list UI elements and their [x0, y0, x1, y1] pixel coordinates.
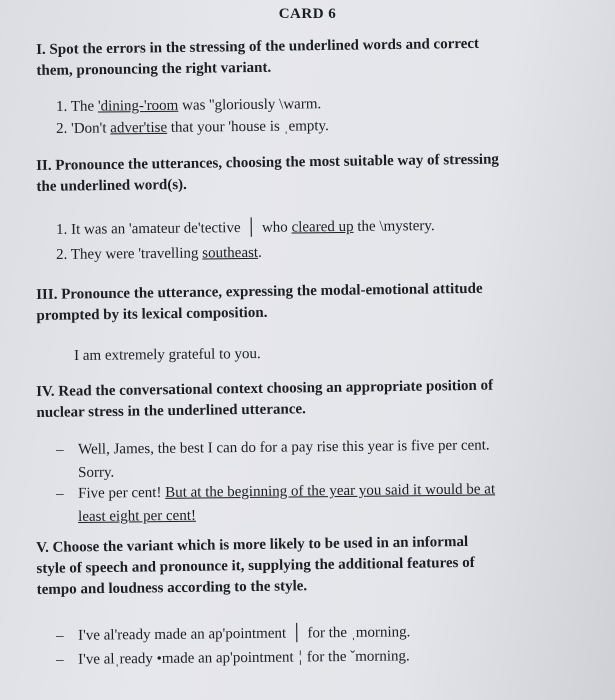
dash-marker: –	[56, 441, 64, 458]
section-4-heading-line1: IV. Read the conversational context choosing an appropriate position of	[36, 377, 494, 400]
tone-unit-boundary: │	[291, 624, 303, 642]
section-5-heading-line1: V. Choose the variant which is more likely to be used in an informal	[36, 533, 469, 556]
card-title: CARD 6	[278, 6, 337, 22]
dash-marker: –	[56, 651, 64, 668]
item-text-pre: 'Don't	[71, 120, 111, 137]
underlined-utterance-cont: least eight per cent!	[78, 507, 197, 525]
tone-unit-boundary: ¦	[298, 648, 302, 666]
underlined-word: southeast	[202, 244, 259, 262]
section-1-heading-line1: I. Spot the errors in the stressing of the underlined words and correct	[36, 35, 480, 58]
section-4-heading-line2: nuclear stress in the underlined utterance.	[36, 401, 306, 421]
item-number: 2.	[56, 120, 68, 137]
variant-text-pre: I've al'ready made an ap'pointment	[78, 625, 287, 644]
section-4-heading	[36, 376, 494, 424]
item-text-post: .	[257, 244, 262, 261]
section-1-heading-line2: them, pronouncing the right variant.	[36, 59, 272, 79]
underlined-word: 'dining-'room	[97, 97, 179, 115]
item-text-post: was ''gloriously \warm.	[178, 96, 322, 114]
section-5-heading-line3: tempo and loudness according to the style.	[36, 578, 308, 598]
section-3-heading	[36, 279, 483, 327]
dash-marker: –	[56, 485, 64, 502]
section-2-heading-line1: II. Pronounce the utterances, choosing the most suitable way of stressing	[36, 151, 499, 174]
dialogue-text: Well, James, the best I can do for a pay rise this year is five per cent.	[78, 437, 490, 458]
section-2-heading	[36, 150, 499, 198]
dialogue-text-pre: Five per cent!	[78, 484, 166, 502]
section-2-heading-line2: the underlined word(s).	[36, 176, 187, 195]
item-text-mid: who	[261, 219, 292, 236]
section-5-heading-line2: style of speech and pronounce it, supplying the additional features of	[36, 554, 475, 577]
section-1-item-2	[56, 116, 329, 139]
underlined-word: adver'tise	[110, 119, 168, 137]
item-text-pre: The	[70, 98, 98, 115]
variant-1	[56, 622, 410, 646]
variant-text-post: for the ˇmorning.	[306, 648, 410, 666]
section-3-utterance: I am extremely grateful to you.	[74, 346, 261, 364]
dialogue-line-1	[56, 435, 490, 460]
item-number: 1.	[56, 221, 68, 238]
variant-text-pre: I've alˌready •made an ap'pointment	[78, 649, 294, 668]
item-number: 2.	[56, 246, 68, 263]
item-text-pre: It was an 'amateur de'tective	[71, 220, 241, 238]
section-1-heading	[36, 34, 479, 82]
dialogue-line-1-cont: Sorry.	[78, 464, 115, 481]
section-3-heading-line2: prompted by its lexical composition.	[36, 304, 268, 324]
item-text-post: that your 'house is ˌempty.	[167, 118, 329, 136]
variant-2	[56, 646, 410, 670]
section-2-item-2	[56, 243, 262, 265]
dash-marker: –	[56, 627, 64, 644]
item-text-pre: They were 'travelling	[70, 245, 203, 263]
dialogue-line-2-cont	[78, 506, 196, 527]
dialogue-line-2	[56, 479, 495, 504]
variant-text-post: for the ˌmorning.	[307, 624, 411, 642]
section-1-item-1	[56, 94, 321, 117]
underlined-utterance: But at the beginning of the year you said it would be at	[165, 481, 496, 501]
tone-unit-boundary: │	[245, 218, 258, 237]
section-2-item-1	[56, 216, 435, 240]
item-text-post: the \mystery.	[353, 218, 435, 235]
item-number: 1.	[56, 98, 68, 115]
section-3-heading-line1: III. Pronounce the utterance, expressing the modal-emotional attitude	[36, 280, 483, 303]
section-5-heading	[36, 532, 475, 601]
underlined-word: cleared up	[291, 218, 354, 236]
